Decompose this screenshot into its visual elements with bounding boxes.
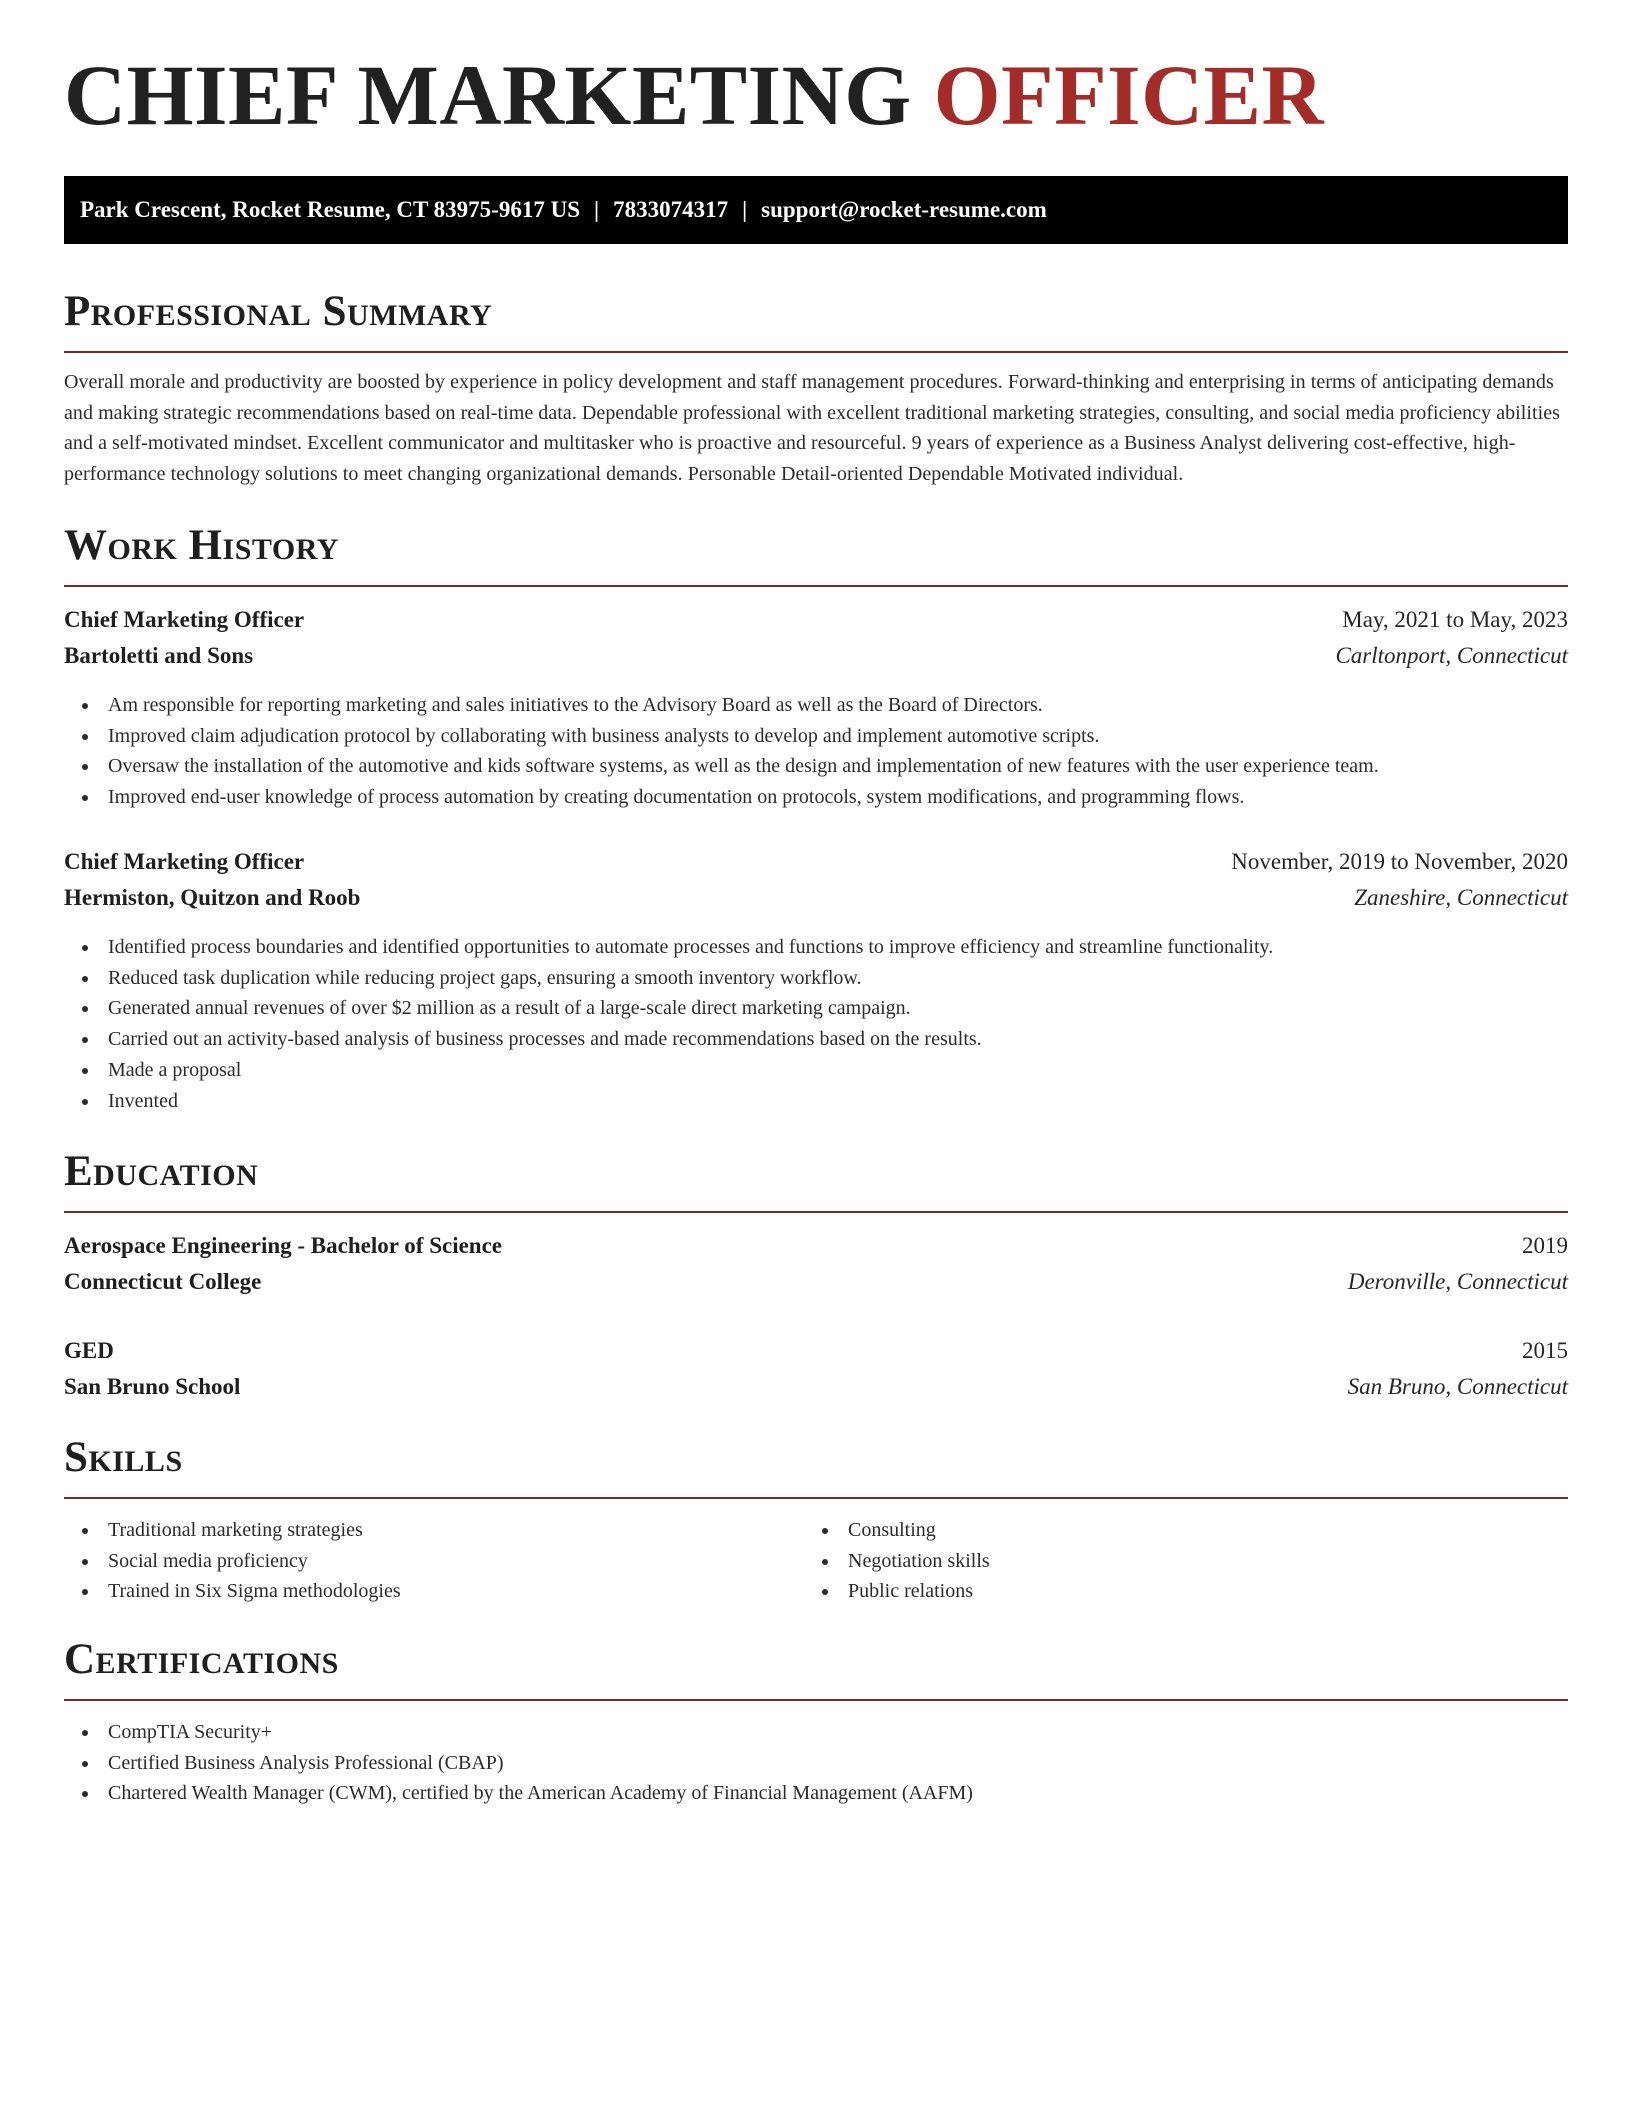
section-title-certifications: Certifications (64, 1636, 339, 1683)
list-item: Improved end-user knowledge of process automation by creating documentation on protocols, system modifications, and programming flows. (64, 782, 1379, 813)
title-accent: OFFICER (933, 47, 1325, 143)
list-item: Identified process boundaries and identified opportunities to automate processes and functions to improve efficiency and streamline functionality. (64, 932, 1273, 963)
skill-item: Negotiation skills (804, 1546, 990, 1577)
section-title-summary: Professional Summary (64, 288, 493, 335)
section-divider (64, 1699, 1568, 1701)
list-item: Invented (64, 1086, 1273, 1117)
job-header (64, 845, 1568, 879)
education-subheader (64, 1370, 1568, 1404)
skill-item: Public relations (804, 1576, 990, 1607)
job-location: Zaneshire, Connecticut (1354, 885, 1568, 910)
contact-separator: | (593, 197, 600, 222)
contact-separator: | (742, 197, 748, 222)
job-bullets (64, 690, 1379, 813)
education-header (64, 1229, 1568, 1263)
list-item: Carried out an activity-based analysis of business processes and made recommendations based on the results. (64, 1024, 1273, 1055)
education-degree: GED (64, 1338, 114, 1363)
job-location: Carltonport, Connecticut (1335, 643, 1568, 668)
list-item: Made a proposal (64, 1055, 1273, 1086)
list-item: Oversaw the installation of the automotive and kids software systems, as well as the design and implementation of new features with the user experience team. (64, 751, 1379, 782)
education-year: 2015 (1522, 1338, 1568, 1363)
list-item: Generated annual revenues of over $2 million as a result of a large-scale direct marketing campaign. (64, 993, 1273, 1024)
job-dates: November, 2019 to November, 2020 (1231, 849, 1568, 874)
certification-item: Certified Business Analysis Professional (CBAP) (64, 1748, 973, 1779)
skills-list-right (804, 1515, 990, 1607)
education-school: San Bruno School (64, 1374, 241, 1399)
job-title: Chief Marketing Officer (64, 607, 305, 632)
job-dates: May, 2021 to May, 2023 (1342, 607, 1568, 632)
certifications-list (64, 1717, 973, 1809)
job-bullets (64, 932, 1273, 1116)
section-divider (64, 585, 1568, 587)
job-company: Bartoletti and Sons (64, 643, 254, 668)
job-title: Chief Marketing Officer (64, 849, 305, 874)
education-header (64, 1334, 1568, 1368)
skill-item: Traditional marketing strategies (64, 1515, 401, 1546)
section-divider (64, 1211, 1568, 1213)
education-location: Deronville, Connecticut (1347, 1269, 1568, 1294)
job-subheader (64, 639, 1568, 673)
list-item: Am responsible for reporting marketing and sales initiatives to the Advisory Board as well as the Board of Directors. (64, 690, 1379, 721)
title-main: CHIEF MARKETING (64, 47, 912, 143)
section-title-skills: Skills (64, 1434, 183, 1481)
education-subheader (64, 1265, 1568, 1299)
contact-phone[interactable]: 7833074317 (613, 197, 729, 222)
contact-bar (64, 176, 1568, 244)
section-title-work-history: Work History (64, 522, 339, 569)
skill-item: Trained in Six Sigma methodologies (64, 1576, 401, 1607)
summary-text: Overall morale and productivity are boosted by experience in policy development and staff management procedures. Forward-thinking and enterprising in terms of anticipating demands and making strategic recommendations based on real-time data. Dependable professional with excellent traditional marketing strategies, consulting, and social media proficiency abilities and a self-motivated mindset. Excellent communicator and multitasker who is proactive and resourceful. 9 years of experience as a Business Analyst delivering cost-effective, high-performance technology solutions to meet changing organizational demands. Personable Detail-oriented Dependable Motivated individual. (64, 371, 1560, 485)
education-location: San Bruno, Connecticut (1347, 1374, 1568, 1399)
certification-item: CompTIA Security+ (64, 1717, 973, 1748)
list-item: Improved claim adjudication protocol by collaborating with business analysts to develop and implement automotive scripts. (64, 721, 1379, 752)
contact-email[interactable]: support@rocket-resume.com (761, 197, 1047, 222)
contact-address: Park Crescent, Rocket Resume, CT 83975-9617 US (80, 197, 580, 222)
skill-item: Consulting (804, 1515, 990, 1546)
education-year: 2019 (1522, 1233, 1568, 1258)
certification-item: Chartered Wealth Manager (CWM), certified by the American Academy of Financial Management (AAFM) (64, 1778, 973, 1809)
list-item: Reduced task duplication while reducing project gaps, ensuring a smooth inventory workflow. (64, 963, 1273, 994)
section-title-education: Education (64, 1148, 259, 1195)
skill-item: Social media proficiency (64, 1546, 401, 1577)
resume-title (64, 47, 1325, 143)
skills-list-left (64, 1515, 401, 1607)
section-divider (64, 351, 1568, 353)
job-company: Hermiston, Quitzon and Roob (64, 885, 361, 910)
job-subheader (64, 881, 1568, 915)
job-header (64, 603, 1568, 637)
education-degree: Aerospace Engineering - Bachelor of Science (64, 1233, 502, 1258)
section-divider (64, 1497, 1568, 1499)
education-school: Connecticut College (64, 1269, 262, 1294)
